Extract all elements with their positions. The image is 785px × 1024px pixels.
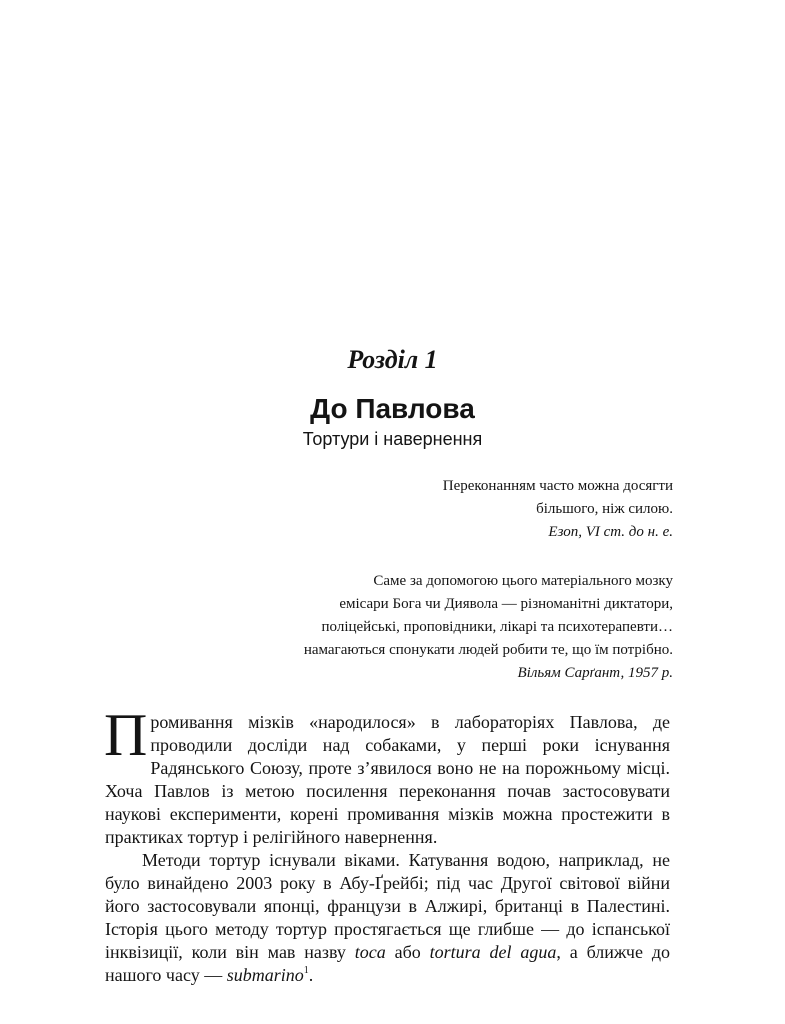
paragraph-text: ромивання мізків «народилося» в лабораторіях Павлова, де проводили досліди над собаками, у перші роки існування Радянського Союзу, проте з’явилося воно не на порожньому місці. Хоча Павлов із метою посилення переконання почав застосовувати наукові експерименти, корені промивання мізків можна простежити в практиках тортур і релігійного навернення. — [105, 712, 670, 847]
epigraph-aesop — [253, 475, 673, 544]
italic-term: tortura del agua — [429, 942, 557, 962]
paragraph-text: або — [385, 942, 430, 962]
chapter-number: Розділ 1 — [347, 345, 438, 374]
epigraph-line: більшого, ніж силою. — [536, 501, 673, 517]
epigraph-sargant — [253, 570, 673, 685]
chapter-title: До Павлова — [310, 393, 475, 424]
epigraph-attribution: Вільям Сарґант, 1957 р. — [517, 665, 673, 681]
body-paragraph-1 — [104, 702, 670, 849]
chapter-subtitle: Тортури і навернення — [302, 429, 483, 449]
paragraph-text: , а ближче до нашого часу — — [105, 942, 670, 985]
epigraph-line: емісари Бога чи Диявола — різноманітні диктатори, — [339, 596, 673, 612]
body-paragraph-2 — [105, 849, 670, 987]
epigraph-line: намагаються спонукати людей робити те, що їм потрібно. — [303, 642, 673, 658]
paragraph-text: . — [308, 965, 314, 985]
epigraph-attribution: Езоп, VI ст. до н. е. — [548, 524, 673, 540]
paragraph-text: Методи тортур існували віками. Катування водою, наприклад, не було винайдено 2003 року в Абу-Ґрейбі; під час Другої світової війни його застосовували японці, французи в Алжирі, британці в Палестині. Історія цього методу тортур простягається ще глибше — до іспанської інквізиції, коли він мав назву — [105, 850, 670, 962]
epigraph-line: Переконанням часто можна досягти — [442, 478, 673, 494]
italic-term: submarino — [226, 965, 304, 985]
epigraph-line: поліцейські, проповідники, лікарі та психотерапевти… — [321, 619, 673, 635]
epigraph-line: Саме за допомогою цього матеріального мозку — [373, 573, 673, 589]
drop-cap: П — [104, 702, 148, 768]
italic-term: toca — [354, 942, 386, 962]
footnote-marker: 1 — [303, 965, 309, 976]
